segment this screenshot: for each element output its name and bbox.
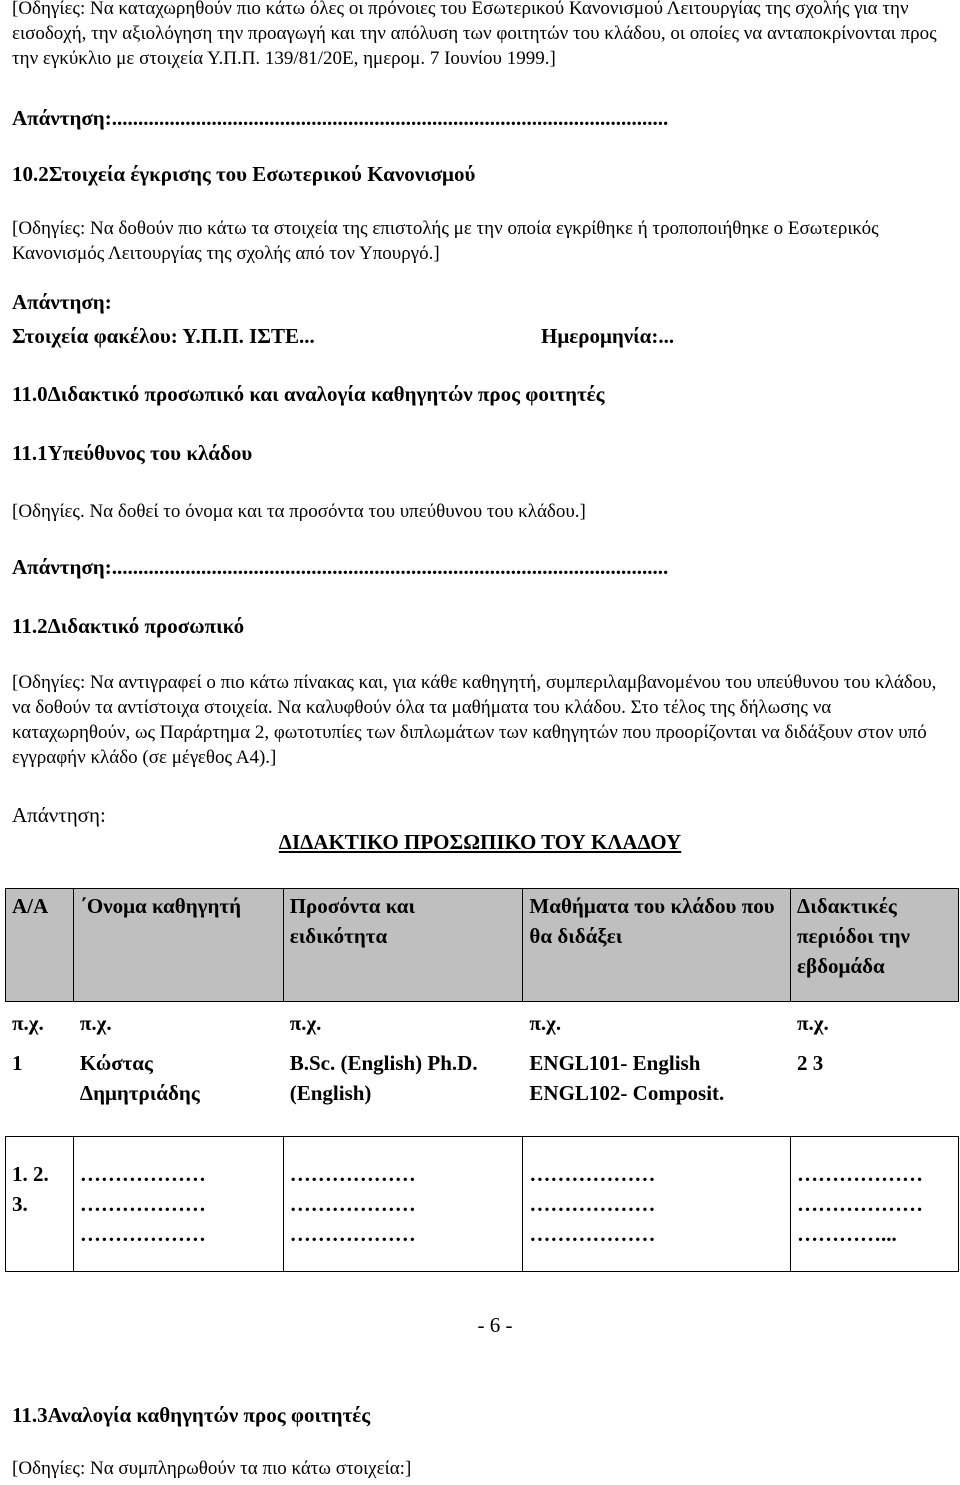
table-cell: π.χ. [529, 1011, 562, 1035]
header-cell-name: ΄Ονομα καθηγητή [73, 889, 283, 1002]
header-cell-courses: Μαθήματα του κλάδου που θα διδάξει [523, 889, 791, 1002]
section-11-2-instruction: [Οδηγίες: Να αντιγραφεί ο πιο κάτω πίνακας και, για κάθε καθηγητή, συμπεριλαμβανομένου του υπεύθυνου του κλάδου, να δοθούν τα αντίστοιχα στοιχεία. Να καλυφθούν όλα τα μαθήματα του κλάδου. Στο τέλος της δήλωσης να καταχωρηθούν, ως Παράρτημα 2, φωτοτυπίες των διπλωμάτων των καθηγητών που προορίζονται να διδάξουν στον υπό εγγραφήν κλάδο (σε μέγεθος Α4).] [12, 672, 937, 768]
answer-field-1[interactable]: Απάντηση:.......................................................................................................... [12, 106, 669, 130]
table-cell[interactable]: ……………… ……………… …………... [791, 1137, 959, 1272]
header-cell-qualifications: Προσόντα και ειδικότητα [283, 889, 523, 1002]
section-10-2-heading [12, 162, 948, 187]
section-title: Αναλογία καθηγητών προς φοιτητές [47, 1403, 371, 1427]
table-header-row [6, 889, 959, 1002]
table-cell: 2 3 [791, 1044, 959, 1137]
section-number: 10.2 [12, 162, 49, 186]
section-10-2-answer-label: Απάντηση: [12, 290, 112, 314]
file-reference-field[interactable]: Στοιχεία φακέλου: Υ.Π.Π. ΙΣΤΕ... [12, 324, 315, 348]
table-cell: 1 [6, 1044, 74, 1137]
table-cell[interactable]: ……………… ……………… ……………… [523, 1137, 791, 1272]
teaching-staff-table [5, 888, 959, 1272]
top-instruction: [Οδηγίες: Να καταχωρηθούν πιο κάτω όλες οι πρόνοιες του Εσωτερικού Κανονισμού Λειτουργίας της σχολής για την εισοδοχή, την αξιολόγηση την προαγωγή και την απόλυση των φοιτητών του κλάδου, οι οποίες να ανταποκρίνονται προς την εγκύκλιο με στοιχεία Υ.Π.Π. 139/81/20Ε, ημερομ. 7 Ιουνίου 1999.] [12, 0, 937, 69]
table-cell[interactable]: ……………… ……………… ……………… [73, 1137, 283, 1272]
section-number: 11.2 [12, 614, 48, 638]
section-11-1-answer-field[interactable]: Απάντηση:.......................................................................................................... [12, 555, 669, 579]
table-row [6, 1002, 959, 1045]
table-cell: π.χ. [79, 1011, 112, 1035]
section-11-3-instruction: [Οδηγίες: Να συμπληρωθούν τα πιο κάτω στοιχεία:] [12, 1458, 412, 1479]
section-title: Διδακτικό προσωπικό [47, 614, 245, 638]
section-number: 11.1 [12, 441, 48, 465]
table-cell: ENGL101- English ENGL102- Composit. [523, 1044, 791, 1137]
section-11-0-heading [12, 382, 948, 407]
section-10-2-instruction: [Οδηγίες: Να δοθούν πιο κάτω τα στοιχεία της επιστολής με την οποία εγκρίθηκε ή τροποποιήθηκε ο Εσωτερικός Κανονισμός Λειτουργίας της σχολής από τον Υπουργό.] [12, 218, 879, 264]
section-title: Υπεύθυνος του κλάδου [47, 441, 253, 465]
table-cell: B.Sc. (English) Ph.D. (English) [283, 1044, 523, 1137]
table-row [6, 1044, 959, 1137]
section-11-2-heading [12, 614, 948, 639]
date-field[interactable]: Ημερομηνία:... [541, 324, 675, 348]
section-title: Διδακτικό προσωπικό και αναλογία καθηγητών προς φοιτητές [47, 382, 605, 406]
section-11-2-answer-label: Απάντηση: [12, 803, 106, 827]
table-cell[interactable]: ……………… ……………… ……………… [283, 1137, 523, 1272]
section-title: Στοιχεία έγκρισης του Εσωτερικού Κανονισμού [48, 162, 476, 186]
table-row [6, 1137, 959, 1272]
table-cell: π.χ. [289, 1011, 322, 1035]
section-11-1-instruction: [Οδηγίες. Να δοθεί το όνομα και τα προσόντα του υπεύθυνου του κλάδου.] [12, 501, 586, 522]
table-cell: Κώστας Δημητριάδης [73, 1044, 283, 1137]
header-cell-aa: Α/Α [6, 889, 74, 1002]
table-cell: π.χ. [12, 1011, 44, 1035]
section-number: 11.3 [12, 1403, 48, 1427]
page-number: - 6 - [477, 1313, 513, 1337]
table-cell: π.χ. [797, 1011, 829, 1035]
section-11-3-heading [12, 1403, 948, 1428]
header-cell-periods: Διδακτικές περιόδοι την εβδομάδα [791, 889, 959, 1002]
section-11-1-heading [12, 441, 948, 466]
table-cell[interactable]: 1. 2. 3. [6, 1137, 74, 1272]
table-title: ΔΙΔΑΚΤΙΚΟ ΠΡΟΣΩΠΙΚΟ ΤΟΥ ΚΛΑΔΟΥ [278, 830, 682, 854]
section-number: 11.0 [12, 382, 48, 406]
